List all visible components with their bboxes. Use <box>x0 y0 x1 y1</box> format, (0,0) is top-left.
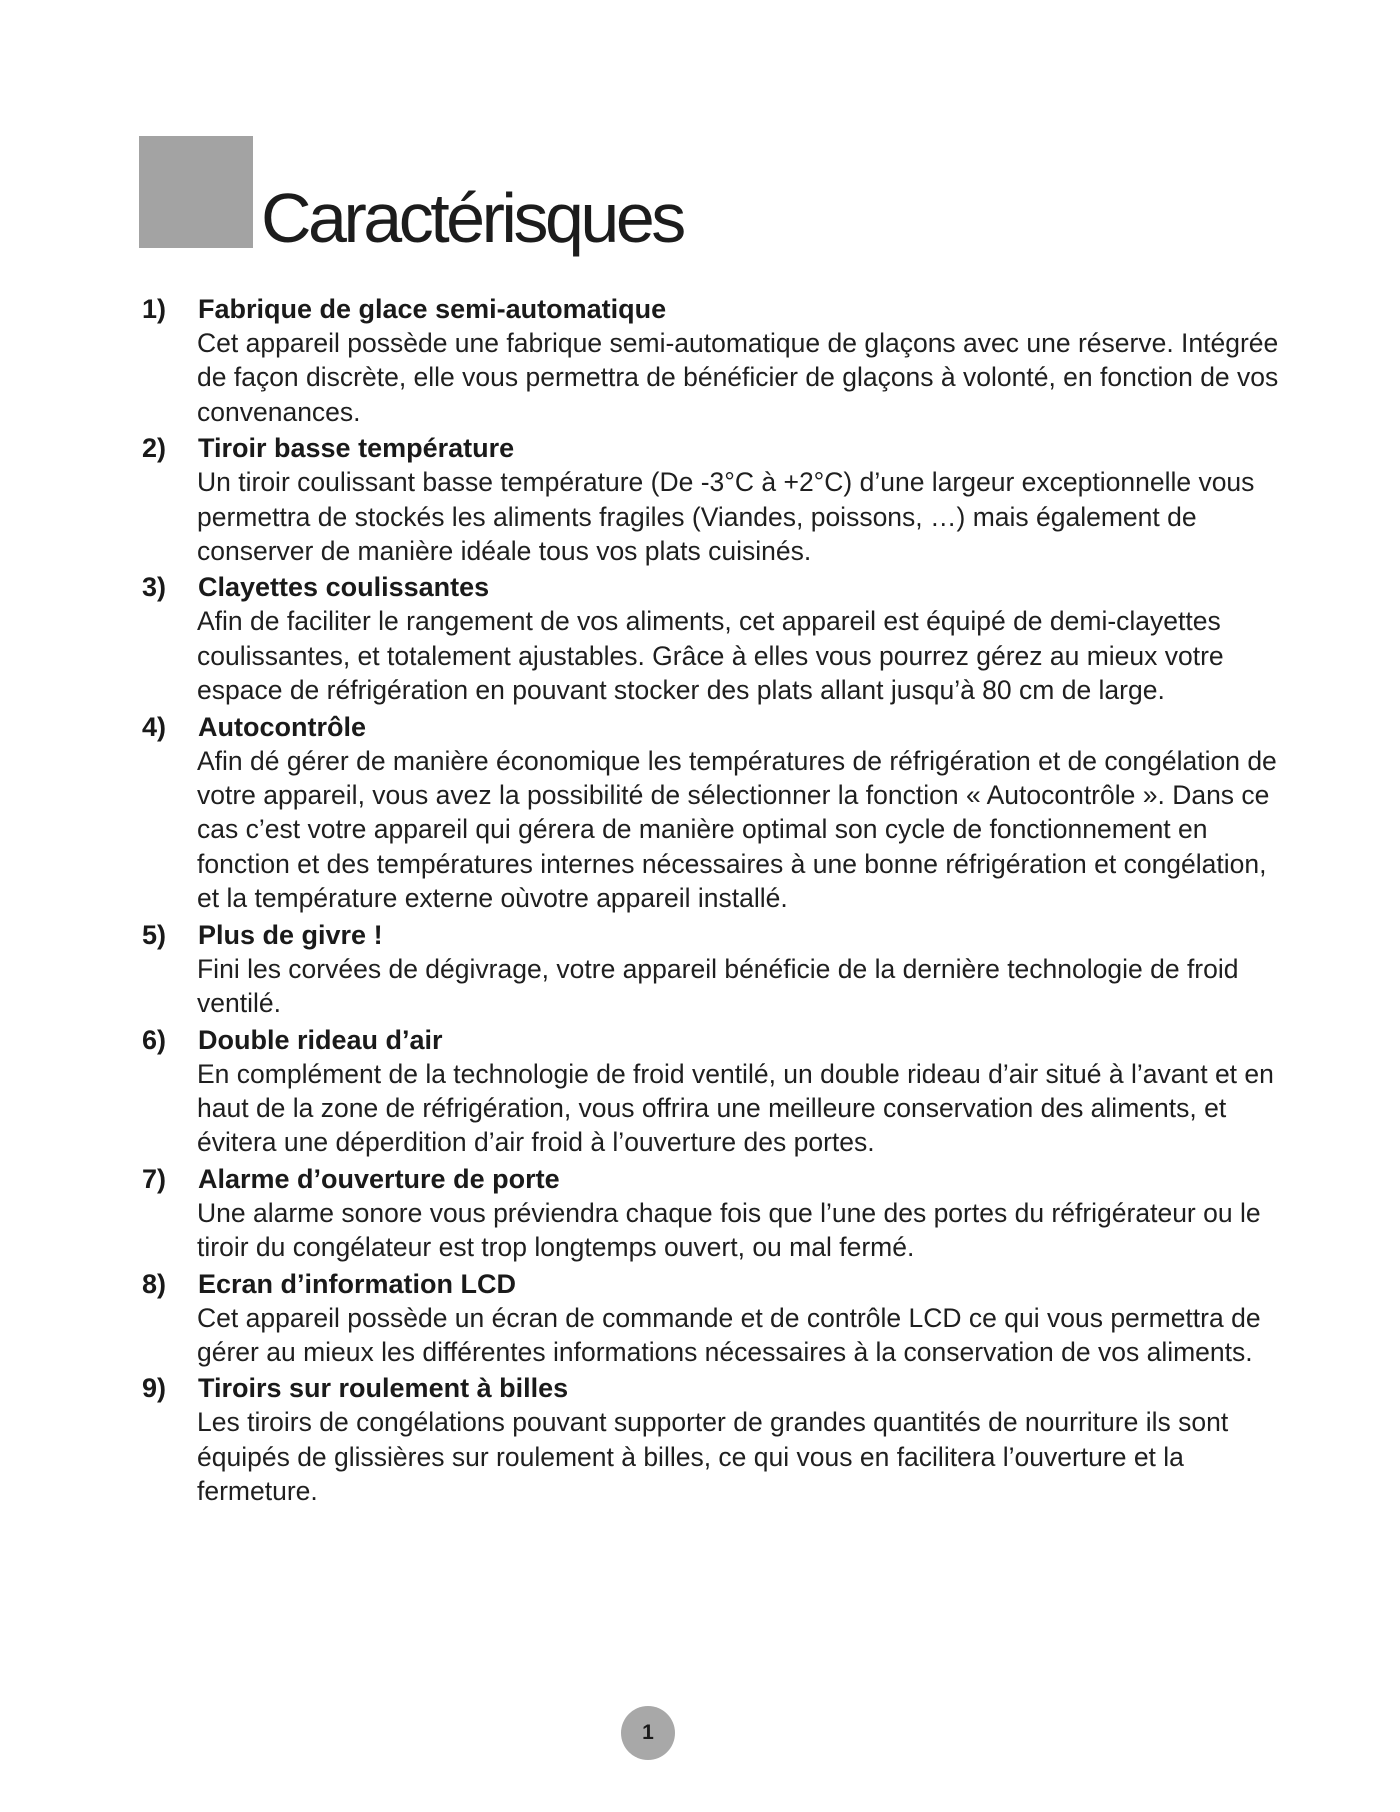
feature-item-low-temp-drawer <box>139 431 1289 568</box>
feature-title: Tiroirs sur roulement à billes <box>198 1373 569 1404</box>
feature-number: 7) <box>142 1163 167 1194</box>
feature-number: 1) <box>142 294 167 324</box>
feature-title: Tiroir basse température <box>198 433 515 464</box>
feature-title: Clayettes coulissantes <box>198 572 490 603</box>
title-decoration-square <box>139 136 253 248</box>
feature-title: Autocontrôle <box>198 711 366 742</box>
feature-number: 9) <box>142 1373 167 1404</box>
feature-item-sliding-shelves <box>139 570 1289 707</box>
feature-title: Alarme d’ouverture de porte <box>198 1163 560 1194</box>
feature-description: Afin dé gérer de manière économique les températures de réfrigération et de congélation de votre appareil, vous avez la possibilité de sélectionner la fonction « Autocontrôle ». Dans ce cas c’est votre appareil qui gérera de manière optimal son cycle de fonctionnement en fonction et des températures internes nécessaires à une bonne réfrigération et congélation, et la température externe oùvotre appareil installé. <box>197 745 1277 914</box>
feature-title: Plus de givre ! <box>198 919 383 950</box>
feature-item-autocontrol <box>139 710 1289 916</box>
feature-number: 3) <box>142 572 167 603</box>
feature-item-air-curtain <box>139 1023 1289 1160</box>
feature-item-ball-bearing-drawers <box>139 1371 1289 1508</box>
page-title: Caractérisques <box>261 179 683 257</box>
feature-title: Ecran d’information LCD <box>198 1268 517 1299</box>
feature-item-door-alarm <box>139 1162 1289 1265</box>
feature-list <box>139 292 1289 1511</box>
feature-description: En complément de la technologie de froid ventilé, un double rideau d’air situé à l’avant et en haut de la zone de réfrigération, vous offrira une meilleure conservation des aliments, et évitera une déperdition d’air froid à l’ouverture des portes. <box>197 1058 1274 1158</box>
feature-title: Double rideau d’air <box>198 1024 443 1055</box>
feature-description: Afin de faciliter le rangement de vos aliments, cet appareil est équipé de demi-clayettes coulissantes, et totalement ajustables. Grâce à elles vous pourrez gérez au mieux votre espace de réfrigération en pouvant stocker des plats allant jusqu’à 80 cm de large. <box>197 606 1224 706</box>
feature-number: 2) <box>142 433 167 464</box>
feature-number: 5) <box>142 919 167 950</box>
feature-number: 4) <box>142 711 167 742</box>
page-number-badge: 1 <box>621 1706 675 1760</box>
feature-description: Cet appareil possède une fabrique semi-automatique de glaçons avec une réserve. Intégrée de façon discrète, elle vous permettra de bénéficier de glaçons à volonté, en fonction de vos convenances. <box>197 328 1279 427</box>
feature-number: 8) <box>142 1268 167 1299</box>
feature-description: Un tiroir coulissant basse température (De -3°C à +2°C) d’une largeur exceptionnelle vous permettra de stockés les aliments fragiles (Viandes, poissons, …) mais également de conserver de manière idéale tous vos plats cuisinés. <box>197 467 1255 567</box>
feature-item-lcd-screen <box>139 1267 1289 1370</box>
feature-description: Les tiroirs de congélations pouvant supporter de grandes quantités de nourriture ils sont équipés de glissières sur roulement à billes, ce qui vous en facilitera l’ouverture et la fermeture. <box>197 1407 1229 1507</box>
feature-item-ice-maker <box>139 292 1289 429</box>
feature-item-no-frost <box>139 918 1289 1021</box>
feature-description: Fini les corvées de dégivrage, votre appareil bénéficie de la dernière technologie de froid ventilé. <box>197 953 1239 1019</box>
feature-description: Cet appareil possède un écran de commande et de contrôle LCD ce qui vous permettra de gérer au mieux les différentes informations nécessaires à la conservation de vos aliments. <box>197 1302 1261 1367</box>
feature-description: Une alarme sonore vous préviendra chaque fois que l’une des portes du réfrigérateur ou le tiroir du congélateur est trop longtemps ouvert, ou mal fermé. <box>197 1197 1261 1263</box>
feature-number: 6) <box>142 1024 167 1055</box>
feature-title: Fabrique de glace semi-automatique <box>198 294 667 324</box>
